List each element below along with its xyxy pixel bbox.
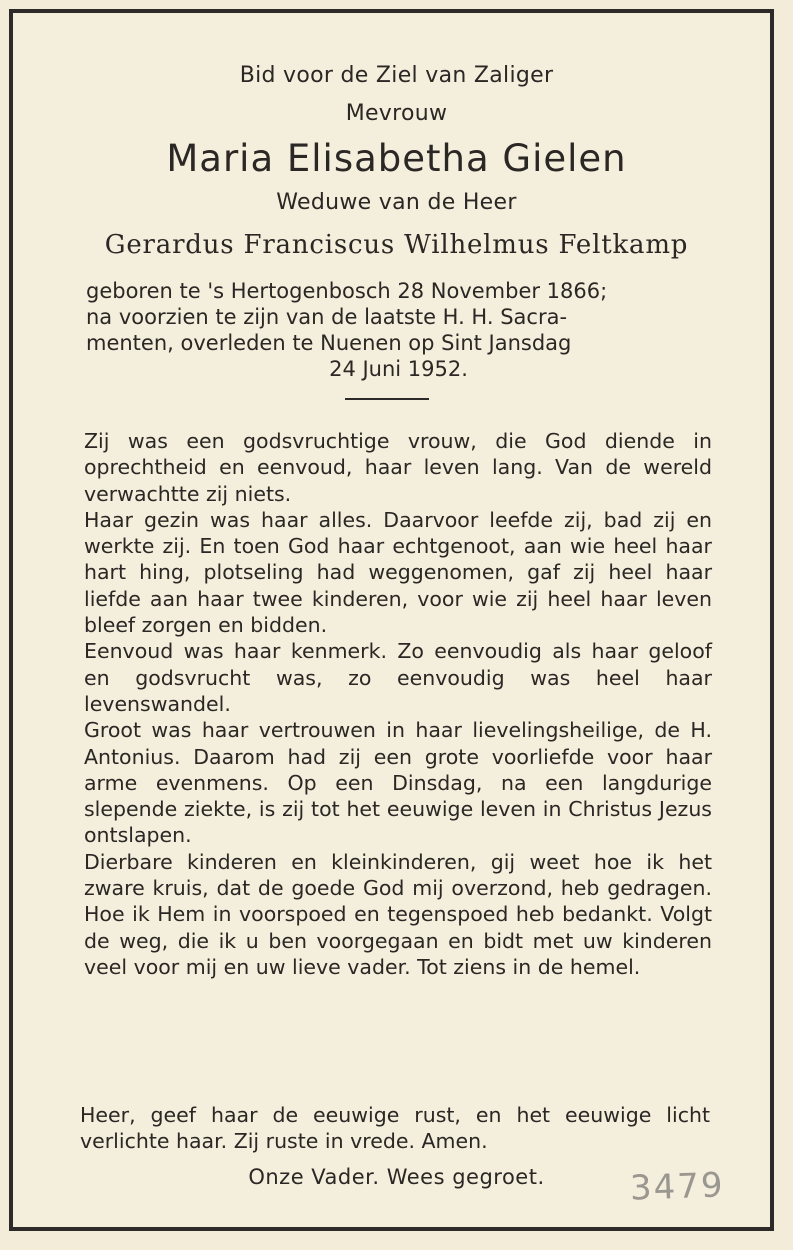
husband-name: Gerardus Franciscus Wilhelmus Feltkamp bbox=[104, 230, 689, 260]
archive-number: 3479 bbox=[629, 1165, 726, 1209]
paragraph: Zij was een godsvruchtige vrouw, die God diende in oprechtheid en eenvoud, haar leven lang. Van de wereld verwachtte zij niets. bbox=[84, 429, 712, 506]
paragraph: Haar gezin was haar alles. Daarvoor leefde zij, bad zij en werkte zij. En toen God haar echtgenoot, aan wie heel haar hart hing, plotseling had weggenomen, gaf zij heel haar liefde aan haar twee kinderen, voor wie zij heel haar leven bleef zorgen en bidden. bbox=[84, 507, 712, 638]
birth-line: geboren te 's Hertogenbosch 28 November 1866; bbox=[86, 279, 608, 303]
paragraph: Dierbare kinderen en kleinkinderen, gij weet hoe ik het zware kruis, dat de goede God mij overzond, heb gedragen. Hoe ik Hem in voorspoed en tegenspoed heb bedankt. Volgt de weg, die ik u ben voorgegaan en bidt met uw kinderen veel voor mij en uw lieve vader. Tot ziens in de hemel. bbox=[84, 849, 712, 979]
birth-death-text bbox=[86, 278, 711, 382]
closing-prayer: Heer, geef haar de eeuwige rust, en het eeuwige licht verlichte haar. Zij ruste in vrede. Amen. bbox=[80, 1103, 710, 1154]
death-date-line: 24 Juni 1952. bbox=[329, 357, 468, 381]
biography-text bbox=[84, 428, 712, 980]
death-place-line: menten, overleden te Nuenen op Sint Jansdag bbox=[86, 331, 572, 355]
paragraph: Eenvoud was haar kenmerk. Zo eenvoudig als haar geloof en godsvrucht was, zo eenvoudig was heel haar levenswandel. bbox=[84, 639, 712, 716]
divider bbox=[345, 398, 429, 400]
sacraments-line: na voorzien te zijn van de laatste H. H. Sacra- bbox=[86, 305, 568, 329]
widow-of-label: Weduwe van de Heer bbox=[276, 190, 517, 215]
prayer-request-heading: Bid voor de Ziel van Zaliger bbox=[239, 63, 554, 88]
paragraph: Groot was haar vertrouwen in haar lievelingsheilige, de H. Antonius. Daarom had zij een grote voorliefde voor haar arme evenmens. Op een Dinsdag, na een langdurige slepende ziekte, is zij tot het eeuwige leven in Christus Jezus ontslapen. bbox=[84, 718, 712, 848]
closing-line: Onze Vader. Wees gegroet. bbox=[248, 1165, 545, 1189]
deceased-name: Maria Elisabetha Gielen bbox=[166, 137, 627, 180]
title-mevrouw: Mevrouw bbox=[345, 101, 448, 126]
